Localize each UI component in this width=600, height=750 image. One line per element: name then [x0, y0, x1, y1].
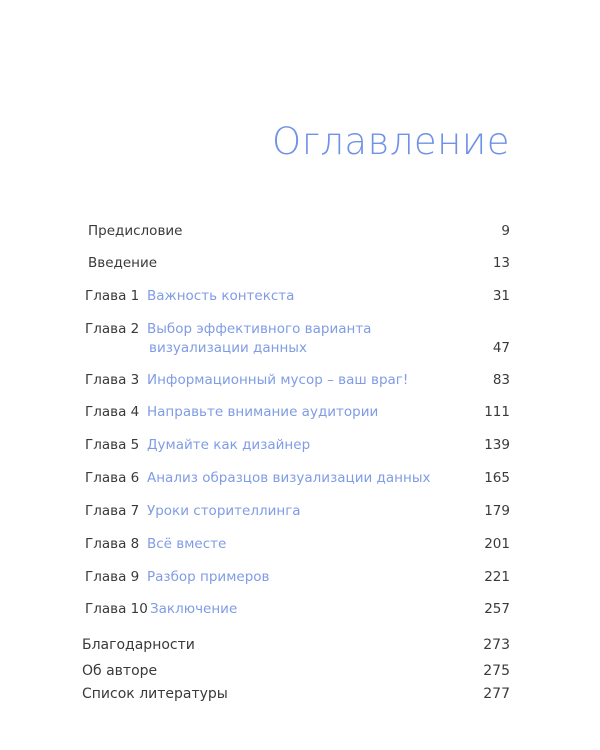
entry-page: 221	[484, 569, 510, 585]
chapter-title: Заключение	[150, 601, 238, 617]
chapter-label: Глава 7	[85, 503, 140, 519]
toc-entry-chapter-6[interactable]	[0, 469, 600, 487]
chapter-title: Разбор примеров	[147, 569, 270, 585]
toc-entry-preface[interactable]	[0, 222, 600, 240]
chapter-label: Глава 1	[85, 288, 140, 304]
page-title: Оглавление	[271, 120, 510, 163]
entry-page: 165	[484, 470, 510, 486]
toc-entry-about-author[interactable]	[0, 662, 600, 680]
entry-page: 83	[492, 372, 510, 388]
entry-page: 277	[483, 686, 510, 702]
toc-entry-bibliography[interactable]	[0, 685, 600, 703]
entry-page: 47	[492, 340, 510, 356]
chapter-title: Уроки сторителлинга	[147, 503, 301, 519]
toc-entry-chapter-1[interactable]	[0, 287, 600, 305]
entry-page: 201	[484, 536, 510, 552]
toc-entry-chapter-2[interactable]	[0, 320, 600, 358]
entry-page: 273	[483, 637, 510, 653]
chapter-title: Важность контекста	[147, 288, 295, 304]
entry-page: 179	[484, 503, 510, 519]
toc-entry-chapter-8[interactable]	[0, 535, 600, 553]
chapter-title: Анализ образцов визуализации данных	[147, 470, 431, 486]
chapter-label: Глава 8	[85, 536, 140, 552]
entry-page: 257	[484, 601, 510, 617]
toc-entry-chapter-7[interactable]	[0, 502, 600, 520]
toc-entry-chapter-5[interactable]	[0, 436, 600, 454]
chapter-label: Глава 9	[85, 569, 140, 585]
toc-entry-chapter-4[interactable]	[0, 403, 600, 421]
entry-page: 13	[492, 255, 510, 271]
chapter-title: Выбор эффективного варианта	[147, 321, 372, 337]
entry-page: 275	[483, 663, 510, 679]
toc-entry-chapter-3[interactable]	[0, 371, 600, 389]
chapter-label: Глава 5	[85, 437, 140, 453]
entry-label: Благодарности	[82, 637, 195, 653]
chapter-title: Направьте внимание аудитории	[147, 404, 379, 420]
chapter-label: Глава 6	[85, 470, 140, 486]
entry-label: Предисловие	[88, 223, 183, 239]
entry-page: 139	[484, 437, 510, 453]
chapter-title: Информационный мусор – ваш враг!	[147, 372, 409, 388]
chapter-title: Думайте как дизайнер	[147, 437, 311, 453]
chapter-label: Глава 2	[85, 321, 140, 337]
entry-page: 111	[484, 404, 510, 420]
entry-page: 31	[492, 288, 510, 304]
chapter-title: Всё вместе	[147, 536, 227, 552]
entry-label: Об авторе	[82, 663, 158, 679]
entry-label: Список литературы	[82, 686, 228, 702]
entry-page: 9	[501, 223, 510, 239]
entry-label: Введение	[88, 255, 158, 271]
chapter-label: Глава 3	[85, 372, 140, 388]
toc-entry-introduction[interactable]	[0, 254, 600, 272]
toc-entry-chapter-10[interactable]	[0, 600, 600, 618]
toc-entry-chapter-9[interactable]	[0, 568, 600, 586]
chapter-label: Глава 4	[85, 404, 140, 420]
chapter-label: Глава 10	[85, 601, 148, 617]
toc-entry-acknowledgements[interactable]	[0, 636, 600, 654]
chapter-title-line-2: визуализации данных	[149, 340, 307, 356]
